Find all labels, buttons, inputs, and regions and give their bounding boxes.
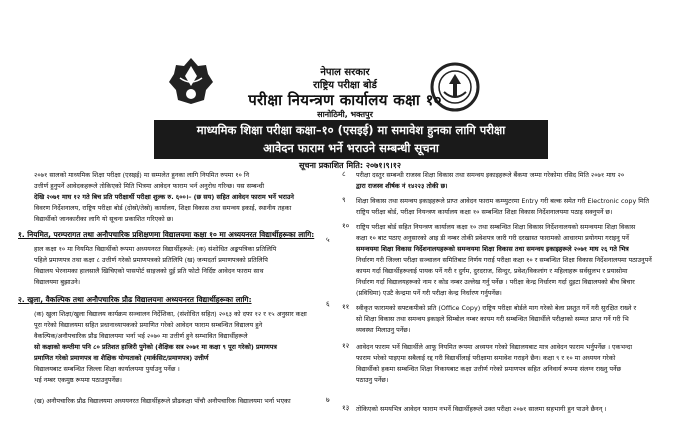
intro-line: विद्यार्थीको जानकारीका लागि यो सूचना प्रकाशित गरिएको छ। [34, 215, 174, 223]
section-2-heading: २. खुला, वैकल्पिक तथा अनौपचारिक प्रौढ विद्यालयमा अध्ययनरत विद्यार्थीहरूका लागि: [18, 295, 252, 304]
side-number: १३ [342, 404, 350, 412]
right-para-3: कक्षा १० बाट पठाए अनुसारको आइ डी नम्बर तोकी प्रवेशपत्र जारी गरी दरखास्त फारामको आधारमा प्रयोगमा गराइनु पर्ने [356, 234, 629, 242]
office-name: परीक्षा नियन्त्रण कार्यालय कक्षा १० [248, 91, 442, 109]
intro-line: उत्तीर्ण हुनुपर्ने आवेदकहरूले तोकिएको मिति भित्रमा आवेदन फाराम भर्न अनुरोध गरिन्छ। यस सम्बन्धी [34, 182, 265, 190]
right-para-5: पठाउनु पर्नेछ। [356, 376, 389, 384]
section-1-line: विद्यालय भेरनामका हालसालै खिचिएको पासपोर्ट साइजको दुई प्रति फोटो निर्दिष्ट आवेदन फाराम साथ [34, 267, 264, 275]
side-number: १० [342, 222, 350, 230]
intro-line: २०७१ सालको माध्यमिक शिक्षा परीक्षा (एसइई) मा सम्मलेत हुनका लागि नियमित रुपमा १० नि [34, 171, 250, 179]
side-number: ६ [326, 300, 330, 308]
section-2-line: पूरा गरेको विद्यालयमा सहित प्रधानाध्यापकको प्रमाणित गरेको आवेदन फाराम सम्बन्धित विद्यालय हुने [34, 321, 263, 329]
side-number: ८ [342, 170, 346, 178]
board-name: राष्ट्रिय परीक्षा बोर्ड [313, 80, 377, 91]
gov-name: नेपाल सरकार [320, 67, 370, 78]
intro-line: देखि २०७१ माघ १२ गते बिच प्रति परीक्षार्थी परीक्षा शुल्क रु. ६००।– (छ सय) सहित आवेदन फाराम भर्ने भराउने [34, 193, 294, 201]
right-para-2: राष्ट्रिय परीक्षा बोर्ड, परीक्षा नियन्त्रण कार्यालय कक्षा १० सम्बन्धित शिक्षा विकास निर्देशनालयमा पठाइ सक्नुपर्ने छ। [356, 208, 613, 216]
section-1-heading: १. नियमित, परम्परागत तथा अनौपचारिक प्रशिक्षणमा विद्यालयमा कक्षा १० मा अध्ययनरत विद्यार्थीहरूका लागि: [18, 230, 315, 239]
right-column [338, 170, 700, 424]
right-para-3: समन्वयमा शिक्षा विकास निर्देशनालयहरूको समन्वयमा शिक्षा विकास तथा समन्वय इकाइहरूले २०७१ माघ २६ गते भित्र [356, 245, 629, 253]
right-para-3: निर्धारण गरी जिल्ला परीक्षा सञ्चालन समितिबाट निर्णय गराई परीक्षा कक्षा १० र सम्बन्धित शिक्षा विकास निर्देशनालयमा पठाउनुपर्ने [356, 256, 652, 264]
intro-line: विवरण निर्देशनालय, राष्ट्रिय परीक्षा बोर्ड (दोस्रो/तेस्रो) कार्यालय, शिक्षा विकास तथा समन्वय इकाई, स्थानीय तहका [34, 204, 292, 212]
right-para-3: राष्ट्रिय परीक्षा बोर्ड सहित नियन्त्रण कार्यालय कक्षा १० तथा सम्बन्धित शिक्षा विकास निर्देशनालयको समन्वयमा शिक्षा विकास [356, 223, 636, 231]
office-location: सानोठिमी, भक्तपुर [317, 110, 373, 119]
right-para-4: व्यवस्था मिलाउनु पर्नेछ। [356, 326, 411, 334]
right-para-5: फाराम भरेको पाइएमा सबैलाई रद्द गरी विद्यार्थीलाई परीक्षामा समावेश गराइने छैन। कक्षा ९ र १० मा अध्ययन गरेको [356, 354, 616, 362]
side-number: १२ [342, 342, 350, 350]
side-number: ७ [326, 396, 330, 404]
right-para-3: (प्रविधिमा) एउटै केन्द्रमा पर्ने गरी परीक्षा केन्द्र निर्धारण गर्नुपर्नेछ। [356, 289, 502, 297]
side-number: ९ [342, 196, 346, 204]
right-para-3: कायम गर्दा विद्यार्थीहरूलाई पायक पर्ने गरी र दुर्गम, दुरदराज, सिन्दुर, प्रवेश/विकलांग र महिलाहरू सर्वसुलभ र प्रयासोमा [356, 267, 628, 275]
section-2b-line: (ख) अनौपचारिक प्रौढ विद्यालयमा अध्ययनरत विद्यार्थीहरूले प्रौढकक्षा पाँचौ अनौपचारिक विद्यालयमा भर्ना भएका [34, 397, 291, 405]
right-para-6: तोकिएको समयभित्र आवेदन फाराम नभर्ने विद्यार्थीहरूले उक्त परीक्षा २०७१ सालमा सहभागी हुन पाउने छैनन् । [356, 405, 607, 413]
right-para-2: शिक्षा विकास तथा समन्वय इकाइहरूले प्राप्त आवेदन फाराम कम्प्युटरमा Entry गरी बल्क समेत गरी Electronic copy मिति [356, 197, 650, 205]
section-1-line: विद्यालयमा बुझाउने। [34, 278, 81, 286]
banner-line-1: माध्यमिक शिक्षा परीक्षा कक्षा–१० (एसइई) मा समावेश हुनका लागि परीक्षा [196, 123, 506, 137]
section-1-line: पहिले प्रमाणपत्र तथा कक्षा ८ उत्तीर्ण गरेको प्रमाणपत्रको प्रतिलिपि (ख) जन्मदर्ता प्रमाणपत्रको प्रतिलिपि [34, 256, 268, 264]
right-para-5: आवेदन फाराम भर्ने विद्यार्थीले आफू नियमित रूपमा अध्ययन गरेको विद्यालयबाट मात्र आवेदन फाराम भर्नुपर्नेछ । एकभन्दा [356, 343, 632, 351]
banner-line-2: आवेदन फाराम भर्ने भराउने सम्बन्धी सूचना [263, 141, 439, 155]
section-2-line: भई नम्बर एकमुष्ठ रूपमा पठाउनुपर्नेछ। [34, 376, 122, 384]
notice-title-banner [154, 120, 548, 159]
side-number: ५ [326, 236, 330, 244]
right-para-4: सो शिक्षा विकास तथा समन्वय इकाइले सिम्बोल नम्बर कायम गरी सम्बन्धित विद्यार्थीले परीक्षाको सम्मत प्राप्त गर्ने गरी भि [356, 315, 629, 323]
section-1-line: हाल कक्षा १० मा नियमित विद्यार्थीको रूपमा अध्ययनरत विद्यार्थीहरूले: (क) संशोधित अङ्कपत्रिका प्रतिलिपि [34, 245, 277, 253]
section-2-line: वैकल्पिक/अनौपचारिक प्रौढ विद्यालयमा भर्ना भई २०७० मा उत्तीर्ण हुने सम्भावित विद्यार्थीहरूले [34, 332, 248, 340]
side-number: ११ [342, 303, 350, 311]
right-para-3: निर्धारण गर्दा विद्यालयहरूको नाम र कोड नम्बर उल्लेख गर्नु पर्नेछ । परीक्षा केन्द्र निर्धारण गर्दा दुइटा विद्यालयको बीच बिचार [356, 278, 635, 286]
left-column [0, 170, 338, 424]
right-para-1: परीक्षा दस्तुर सम्बन्धी राजस्व शिक्षा विकास तथा समन्वय इकाइहरूले बैंकमा जम्मा गरेकोमा रसिद मिति २०७१ माघ २० [356, 171, 625, 179]
right-para-1b: द्वारा राजस्व शीर्षक नं १४२२३ तोकी छ। [356, 182, 448, 190]
right-para-4: स्वीकृत फारामको सफ्टकपीको प्रति (Office Copy) राष्ट्रिय परीक्षा बोर्डले माग गरेको बेला प्रस्तुत गर्ने गरी सुरक्षित राख्ने र [356, 304, 637, 312]
section-2-line: (क) खुला शिक्षा/खुला विद्यालय कार्यक्रम सञ्चालन निर्देशिका, (संशोधित सहित) २०६३ को दफा १२ र १५ अनुसार कक्षा [34, 310, 307, 318]
right-para-5: विद्यार्थीको हकमा सम्बन्धित शिक्षा निकायबाट कक्षा उत्तीर्ण गरेको प्रमाणपत्र सहित अनिवार्य रूपमा संलग्न राख्नु पर्नेछ [356, 365, 622, 373]
section-2-line: सो कक्षाको कम्तीमा पनि ८० प्रतिशत हाजिरी पुगेको (शैक्षिक सत्र २०७१ मा कक्षा ९ पूरा गरेको) प्रमाणपत्र [34, 343, 277, 351]
section-2-line: विद्यालयबाट सम्बन्धित जिल्ला शिक्षा कार्यालयमा पुर्याउनु पर्नेछ । [34, 365, 180, 373]
publish-date: सूचना प्रकाशित मिति: २०७१।९।१२ [298, 161, 402, 170]
section-2-line: प्रमाणित गरेको प्रमाणपत्र वा शैक्षिक योग्यताको (मार्कसिट/प्रमाणपत्र) उत्तीर्ण [34, 354, 209, 362]
